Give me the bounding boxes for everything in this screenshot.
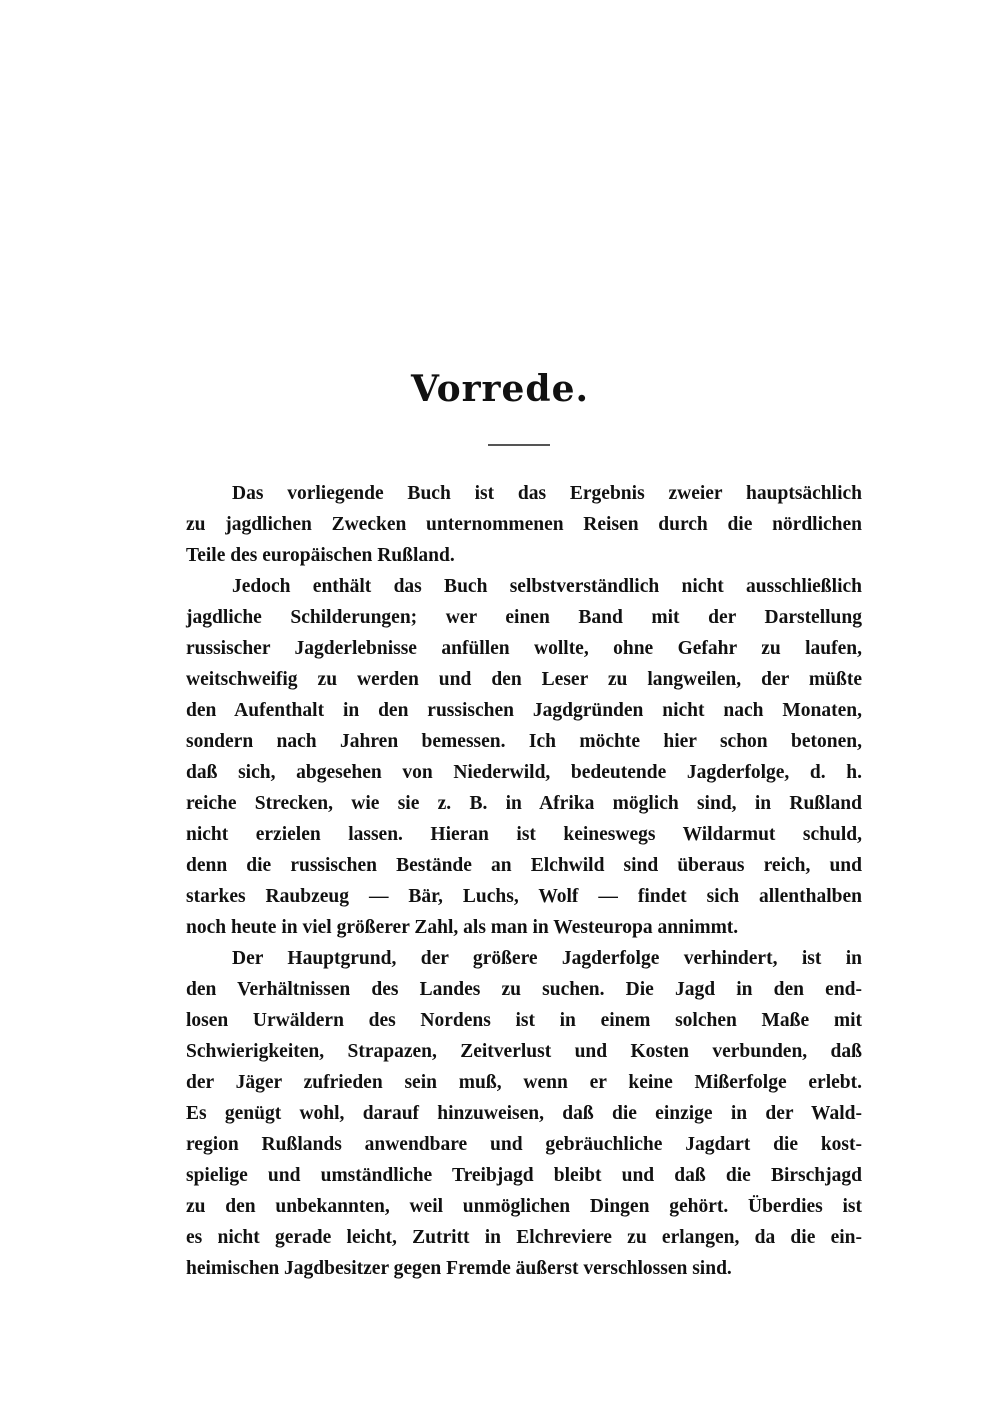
text-line: spielige und umständliche Treibjagd bleibt und daß die Birschjagd bbox=[186, 1165, 862, 1186]
text-line: jagdliche Schilderungen; wer einen Band mit der Darstellung bbox=[186, 607, 862, 628]
text-line: Es genügt wohl, darauf hinzuweisen, daß die einzige in der Wald- bbox=[186, 1103, 862, 1124]
text-line: losen Urwäldern des Nordens ist in einem solchen Maße mit bbox=[186, 1010, 862, 1031]
text-line: der Jäger zufrieden sein muß, wenn er keine Mißerfolge erlebt. bbox=[186, 1072, 862, 1093]
body-text bbox=[186, 478, 862, 1284]
text-line: es nicht gerade leicht, Zutritt in Elchreviere zu erlangen, da die ein- bbox=[186, 1227, 862, 1248]
text-line: russischer Jagderlebnisse anfüllen wollte, ohne Gefahr zu laufen, bbox=[186, 638, 862, 659]
text-line: zu jagdlichen Zwecken unternommenen Reisen durch die nördlichen bbox=[186, 514, 862, 535]
text-line: Jedoch enthält das Buch selbstverständlich nicht ausschließlich bbox=[232, 576, 862, 597]
text-line: Teile des europäischen Rußland. bbox=[186, 545, 455, 566]
text-line: den Verhältnissen des Landes zu suchen. Die Jagd in den end- bbox=[186, 979, 862, 1000]
title-divider bbox=[488, 444, 550, 446]
text-line: zu den unbekannten, weil unmöglichen Dingen gehört. Überdies ist bbox=[186, 1196, 862, 1217]
text-line: heimischen Jagdbesitzer gegen Fremde äußerst verschlossen sind. bbox=[186, 1258, 732, 1279]
text-line: Schwierigkeiten, Strapazen, Zeitverlust und Kosten verbunden, daß bbox=[186, 1041, 862, 1062]
text-line: noch heute in viel größerer Zahl, als man in Westeuropa annimmt. bbox=[186, 917, 739, 938]
text-line: starkes Raubzeug — Bär, Luchs, Wolf — findet sich allenthalben bbox=[186, 886, 862, 907]
text-line: Das vorliegende Buch ist das Ergebnis zweier hauptsächlich bbox=[232, 483, 862, 504]
text-line: weitschweifig zu werden und den Leser zu langweilen, der müßte bbox=[186, 669, 862, 690]
page-title: Vorrede. bbox=[410, 368, 590, 410]
text-line: Der Hauptgrund, der größere Jagderfolge verhindert, ist in bbox=[232, 948, 862, 969]
text-line: den Aufenthalt in den russischen Jagdgründen nicht nach Monaten, bbox=[186, 700, 862, 721]
text-line: reiche Strecken, wie sie z. B. in Afrika möglich sind, in Rußland bbox=[186, 793, 862, 814]
text-line: sondern nach Jahren bemessen. Ich möchte hier schon betonen, bbox=[186, 731, 862, 752]
text-line: nicht erzielen lassen. Hieran ist keineswegs Wildarmut schuld, bbox=[186, 824, 862, 845]
text-line: denn die russischen Bestände an Elchwild sind überaus reich, und bbox=[186, 855, 862, 876]
text-line: daß sich, abgesehen von Niederwild, bedeutende Jagderfolge, d. h. bbox=[186, 762, 862, 783]
text-line: region Rußlands anwendbare und gebräuchliche Jagdart die kost- bbox=[186, 1134, 862, 1155]
